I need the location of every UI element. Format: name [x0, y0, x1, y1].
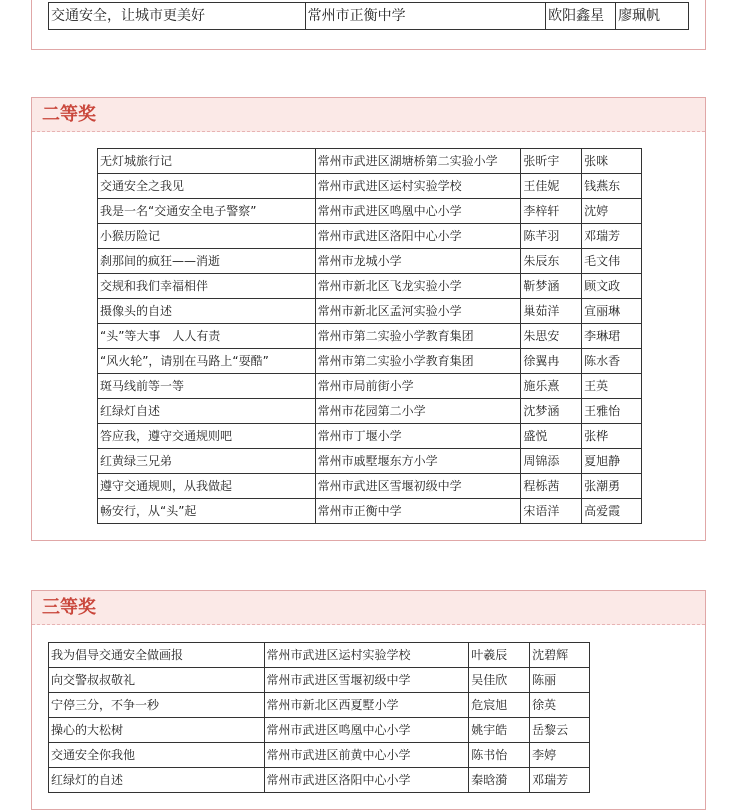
school-cell: 常州市武进区湖塘桥第二实验小学 — [315, 149, 521, 174]
table-row — [49, 693, 590, 718]
school-cell: 常州市武进区前黄中心小学 — [264, 743, 469, 768]
title-cell: 红绿灯的自述 — [49, 768, 265, 793]
title-cell: 小猴历险记 — [98, 224, 316, 249]
school-cell: 常州市局前街小学 — [315, 374, 521, 399]
school-cell: 常州市新北区飞龙实验小学 — [315, 274, 521, 299]
teacher-cell: 沈碧辉 — [530, 643, 590, 668]
student-cell: 张昕宇 — [521, 149, 582, 174]
table-row — [98, 174, 642, 199]
table-row — [98, 149, 642, 174]
title-cell: “头”等大事 人人有责 — [98, 324, 316, 349]
student-cell: 陈芊羽 — [521, 224, 582, 249]
table-row — [49, 743, 590, 768]
school-cell: 常州市丁堰小学 — [315, 424, 521, 449]
table-row — [98, 449, 642, 474]
title-cell: 交规和我们幸福相伴 — [98, 274, 316, 299]
title-cell: 操心的大松树 — [49, 718, 265, 743]
teacher-cell: 李琳珺 — [582, 324, 642, 349]
school-cell: 常州市武进区鸣凰中心小学 — [315, 199, 521, 224]
school-cell: 常州市第二实验小学教育集团 — [315, 349, 521, 374]
student-cell: 姚宇皓 — [469, 718, 530, 743]
table-row — [98, 199, 642, 224]
student-cell: 叶羲辰 — [469, 643, 530, 668]
student-cell: 欧阳鑫星 — [546, 3, 616, 30]
school-cell: 常州市第二实验小学教育集团 — [315, 324, 521, 349]
table-row — [98, 249, 642, 274]
table-row — [98, 274, 642, 299]
third-prize-title: 三等奖 — [42, 597, 96, 618]
school-cell: 常州市花园第二小学 — [315, 399, 521, 424]
title-cell: “风火轮”，请别在马路上“耍酷” — [98, 349, 316, 374]
student-cell: 危宸旭 — [469, 693, 530, 718]
school-cell: 常州市正衡中学 — [305, 3, 545, 30]
student-cell: 宋语洋 — [521, 499, 582, 524]
second-prize-title: 二等奖 — [42, 104, 96, 125]
title-cell: 无灯城旅行记 — [98, 149, 316, 174]
student-cell: 程栎茜 — [521, 474, 582, 499]
title-cell: 交通安全，让城市更美好 — [49, 3, 306, 30]
teacher-cell: 沈婷 — [582, 199, 642, 224]
school-cell: 常州市新北区孟河实验小学 — [315, 299, 521, 324]
first-prize-panel — [31, 0, 706, 50]
title-cell: 红绿灯自述 — [98, 399, 316, 424]
school-cell: 常州市武进区雪堰初级中学 — [264, 668, 469, 693]
title-cell: 遵守交通规则，从我做起 — [98, 474, 316, 499]
table-row — [98, 324, 642, 349]
title-cell: 向交警叔叔敬礼 — [49, 668, 265, 693]
teacher-cell: 邓瑞芳 — [582, 224, 642, 249]
teacher-cell: 夏旭静 — [582, 449, 642, 474]
teacher-cell: 张桦 — [582, 424, 642, 449]
school-cell: 常州市武进区雪堰初级中学 — [315, 474, 521, 499]
student-cell: 沈梦涵 — [521, 399, 582, 424]
school-cell: 常州市戚墅堰东方小学 — [315, 449, 521, 474]
teacher-cell: 毛文伟 — [582, 249, 642, 274]
table-row — [98, 499, 642, 524]
table-row — [98, 399, 642, 424]
title-cell: 畅安行，从“头”起 — [98, 499, 316, 524]
title-cell: 我是一名“交通安全电子警察” — [98, 199, 316, 224]
teacher-cell: 顾文政 — [582, 274, 642, 299]
student-cell: 巢茹洋 — [521, 299, 582, 324]
school-cell: 常州市龙城小学 — [315, 249, 521, 274]
school-cell: 常州市武进区鸣凰中心小学 — [264, 718, 469, 743]
teacher-cell: 廖珮帆 — [616, 3, 689, 30]
table-row — [98, 299, 642, 324]
student-cell: 徐翼冉 — [521, 349, 582, 374]
teacher-cell: 宣丽琳 — [582, 299, 642, 324]
table-row — [49, 643, 590, 668]
school-cell: 常州市武进区洛阳中心小学 — [315, 224, 521, 249]
school-cell: 常州市正衡中学 — [315, 499, 521, 524]
table-row — [98, 474, 642, 499]
table-row — [49, 3, 689, 30]
title-cell: 交通安全你我他 — [49, 743, 265, 768]
title-cell: 刹那间的疯狂——消逝 — [98, 249, 316, 274]
school-cell: 常州市武进区运村实验学校 — [264, 643, 469, 668]
first-prize-table — [48, 2, 689, 30]
teacher-cell: 王雅怡 — [582, 399, 642, 424]
teacher-cell: 李婷 — [530, 743, 590, 768]
student-cell: 朱辰东 — [521, 249, 582, 274]
second-prize-panel — [31, 97, 706, 541]
teacher-cell: 张咪 — [582, 149, 642, 174]
student-cell: 靳梦涵 — [521, 274, 582, 299]
school-cell: 常州市新北区西夏墅小学 — [264, 693, 469, 718]
third-prize-panel — [31, 590, 706, 810]
student-cell: 秦晗漪 — [469, 768, 530, 793]
school-cell: 常州市武进区运村实验学校 — [315, 174, 521, 199]
student-cell: 王佳妮 — [521, 174, 582, 199]
table-row — [49, 718, 590, 743]
student-cell: 吴佳欣 — [469, 668, 530, 693]
table-row — [98, 224, 642, 249]
school-cell: 常州市武进区洛阳中心小学 — [264, 768, 469, 793]
student-cell: 朱思安 — [521, 324, 582, 349]
student-cell: 周锦添 — [521, 449, 582, 474]
teacher-cell: 钱燕东 — [582, 174, 642, 199]
teacher-cell: 邓瑞芳 — [530, 768, 590, 793]
title-cell: 红黄绿三兄弟 — [98, 449, 316, 474]
teacher-cell: 高爱霞 — [582, 499, 642, 524]
student-cell: 施乐熹 — [521, 374, 582, 399]
title-cell: 斑马线前等一等 — [98, 374, 316, 399]
table-row — [98, 374, 642, 399]
teacher-cell: 岳黎云 — [530, 718, 590, 743]
teacher-cell: 陈丽 — [530, 668, 590, 693]
second-prize-header — [32, 98, 705, 132]
second-prize-table — [97, 148, 642, 524]
student-cell: 盛悦 — [521, 424, 582, 449]
table-row — [49, 668, 590, 693]
third-prize-table — [48, 642, 590, 793]
table-row — [98, 424, 642, 449]
third-prize-header — [32, 591, 705, 625]
table-row — [49, 768, 590, 793]
table-row — [98, 349, 642, 374]
title-cell: 我为倡导交通安全做画报 — [49, 643, 265, 668]
title-cell: 交通安全之我见 — [98, 174, 316, 199]
title-cell: 摄像头的自述 — [98, 299, 316, 324]
student-cell: 陈书怡 — [469, 743, 530, 768]
teacher-cell: 陈水香 — [582, 349, 642, 374]
student-cell: 李梓轩 — [521, 199, 582, 224]
teacher-cell: 张潮勇 — [582, 474, 642, 499]
title-cell: 宁停三分，不争一秒 — [49, 693, 265, 718]
teacher-cell: 王英 — [582, 374, 642, 399]
teacher-cell: 徐英 — [530, 693, 590, 718]
title-cell: 答应我，遵守交通规则吧 — [98, 424, 316, 449]
